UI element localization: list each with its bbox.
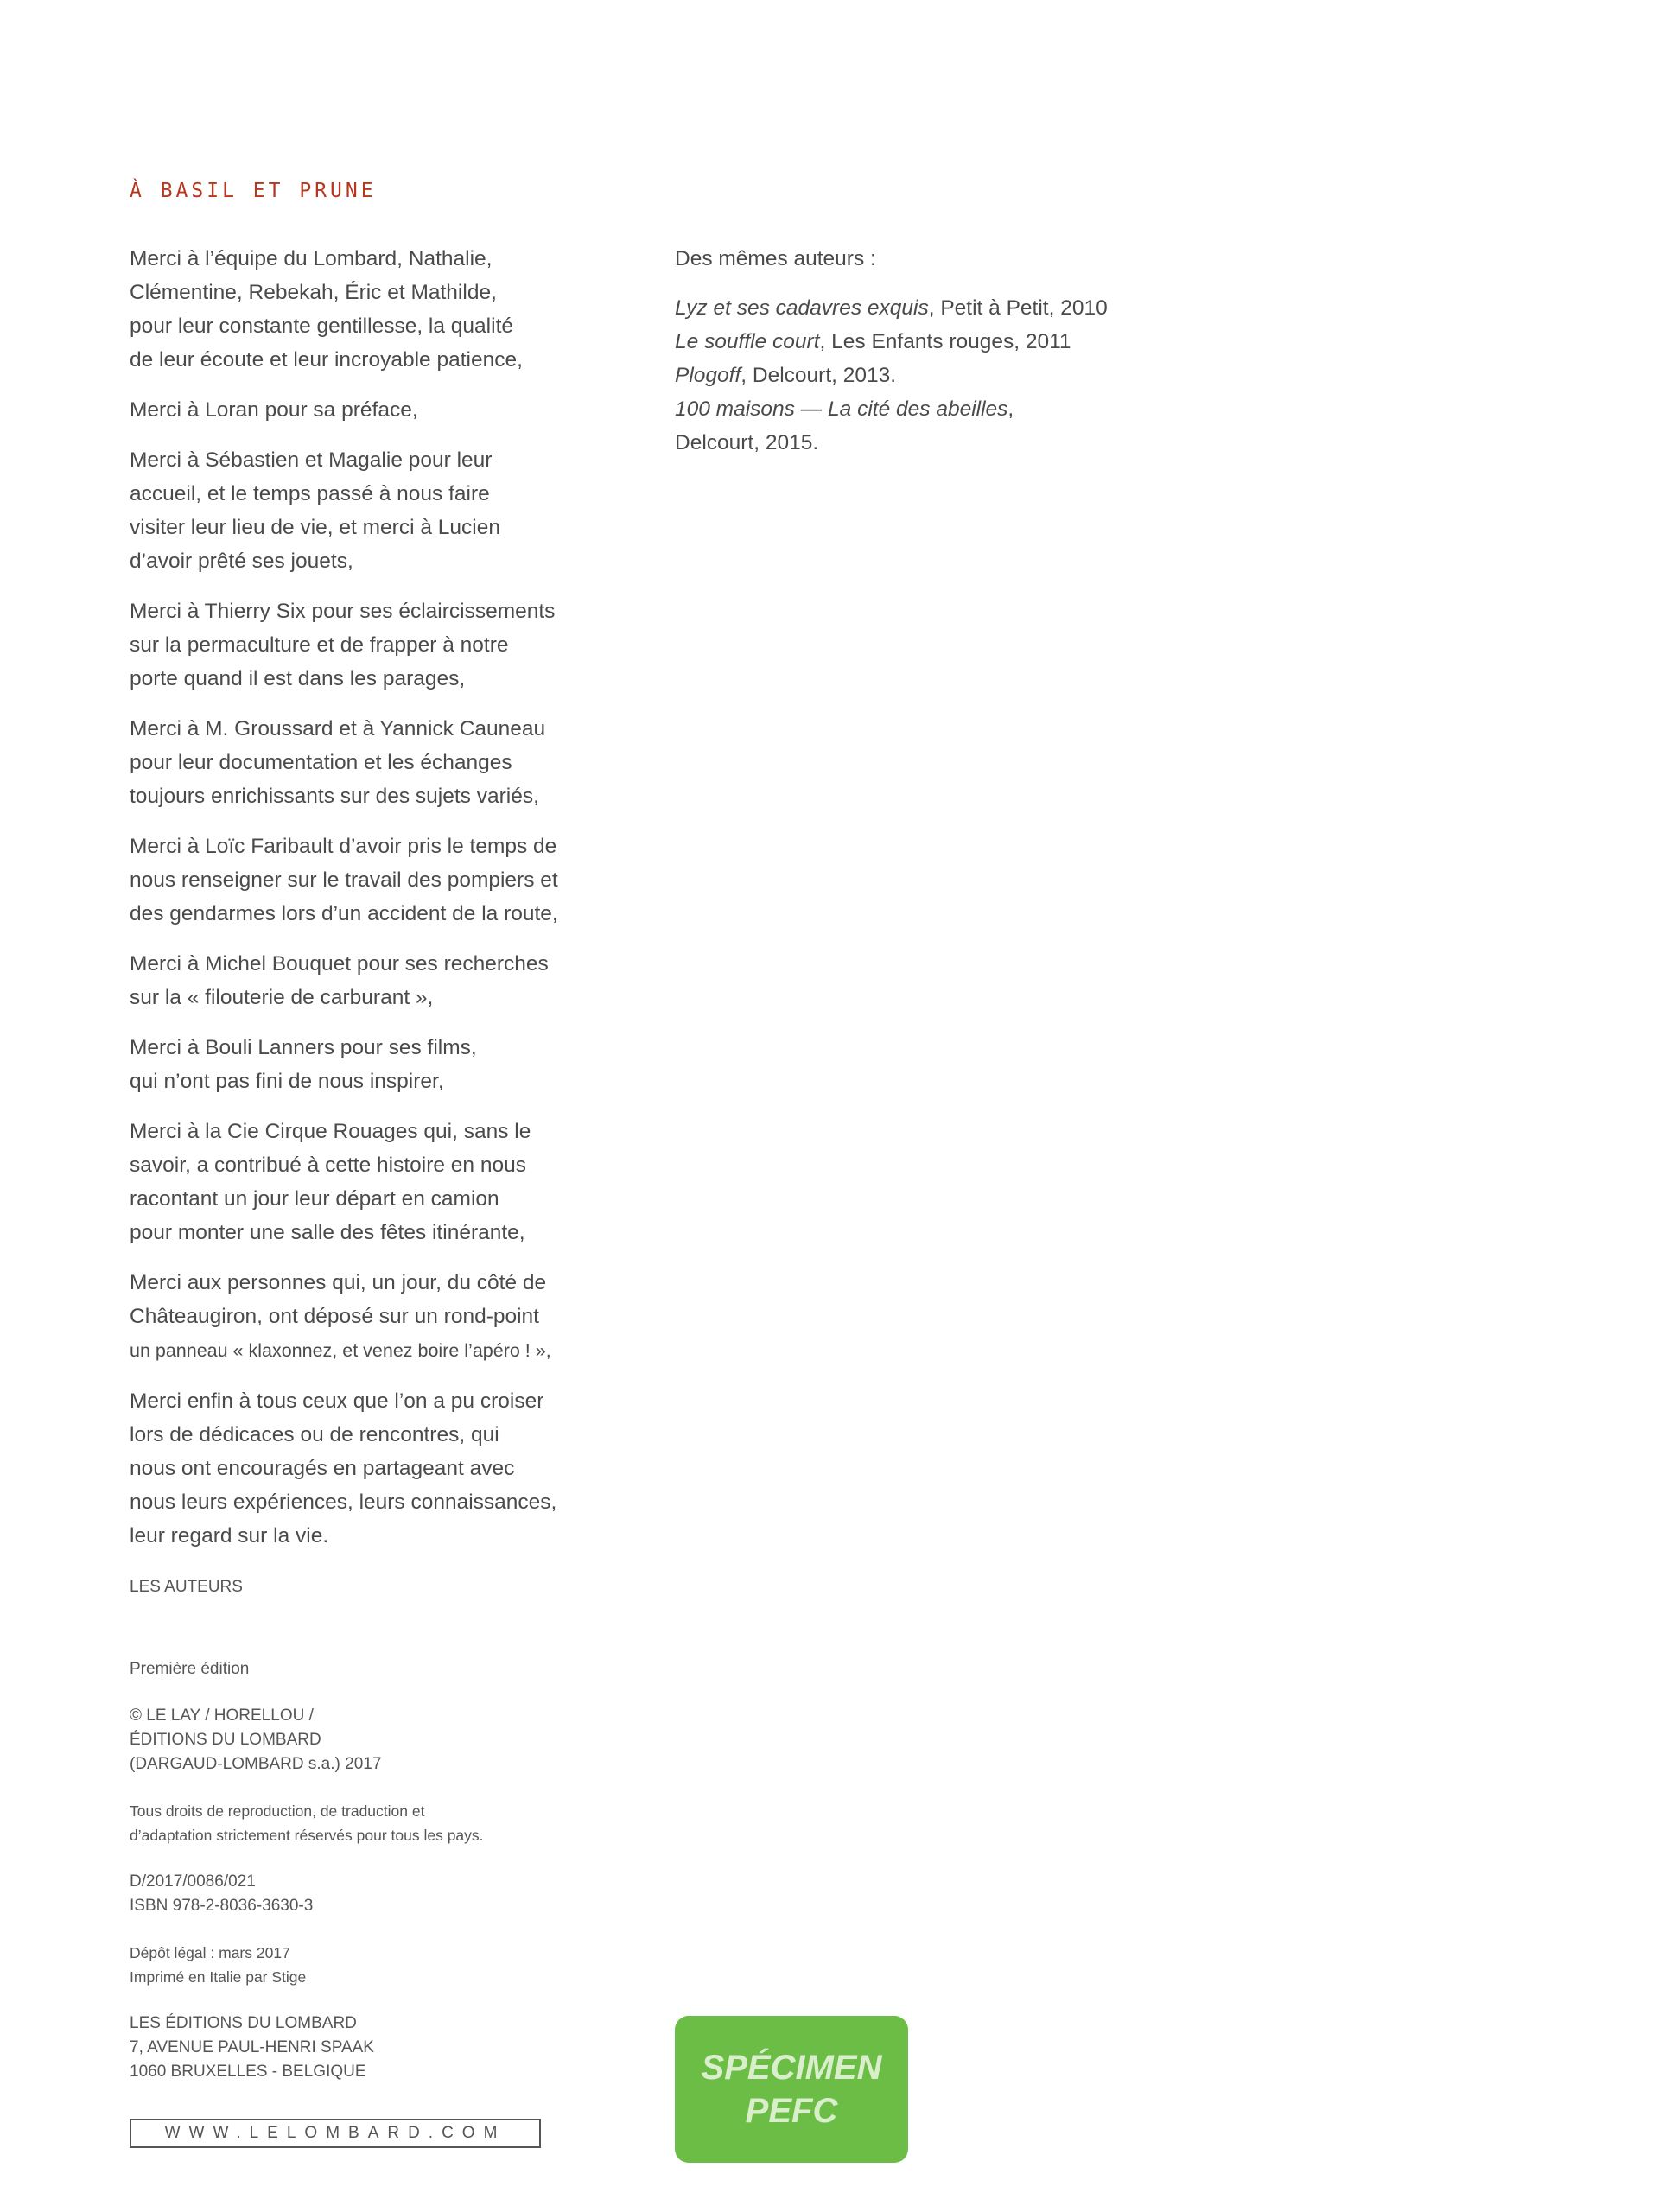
acknowledgements bbox=[130, 242, 596, 1569]
copyright-block: © LE LAY / HORELLOU / ÉDITIONS DU LOMBARD (DARGAUD-LOMBARD s.a.) 2017 bbox=[130, 1707, 382, 1773]
book-entry: Lyz et ses cadavres exquis, Petit à Petit, 2010 bbox=[675, 296, 1108, 320]
pefc-badge-line: PEFC bbox=[745, 2092, 838, 2130]
thanks-paragraph: Merci à Bouli Lanners pour ses films, qui n’ont pas fini de nous inspirer, bbox=[130, 1036, 477, 1093]
isbn-block: D/2017/0086/021 ISBN 978-2-8036-3630-3 bbox=[130, 1872, 314, 1915]
legal-notice bbox=[130, 1657, 613, 2107]
publisher-address: LES ÉDITIONS DU LOMBARD 7, AVENUE PAUL-HENRI SPAAK 1060 BRUXELLES - BELGIQUE bbox=[130, 2014, 374, 2081]
pefc-badge-line: SPÉCIMEN bbox=[701, 2049, 882, 2087]
same-authors-heading: Des mêmes auteurs : bbox=[675, 247, 876, 270]
thanks-paragraph: Merci enfin à tous ceux que l’on a pu croiser lors de dédicaces ou de rencontres, qui nous ont encouragés en partageant avec nous leurs expériences, leurs connaissances, leur regard sur la vie. bbox=[130, 1389, 557, 1548]
pefc-specimen-badge bbox=[675, 2016, 908, 2163]
thanks-paragraph: Merci à Loran pour sa préface, bbox=[130, 398, 418, 422]
deposit-block: Dépôt légal : mars 2017 Imprimé en Italie par Stige bbox=[130, 1944, 307, 1986]
thanks-paragraph: Merci aux personnes qui, un jour, du côté de Châteaugiron, ont déposé sur un rond-point un panneau « klaxonnez, et venez boire l’apéro ! », bbox=[130, 1271, 551, 1361]
website-url: WWW.LELOMBARD.COM bbox=[130, 2119, 541, 2148]
thanks-paragraph: Merci à la Cie Cirque Rouages qui, sans le savoir, a contribué à cette histoire en nous racontant un jour leur départ en camion pour monter une salle des fêtes itinérante, bbox=[130, 1120, 531, 1244]
thanks-paragraph: Merci à Sébastien et Magalie pour leur accueil, et le temps passé à nous faire visiter leur lieu de vie, et merci à Lucien d’avoir prêté ses jouets, bbox=[130, 448, 500, 573]
book-entry: Le souffle court, Les Enfants rouges, 2011 bbox=[675, 330, 1071, 353]
signature: LES AUTEURS bbox=[130, 1578, 243, 1596]
same-authors-list bbox=[675, 242, 1280, 460]
edition-line: Première édition bbox=[130, 1660, 250, 1678]
thanks-paragraph: Merci à M. Groussard et à Yannick Cauneau pour leur documentation et les échanges toujours enrichissants sur des sujets variés, bbox=[130, 717, 546, 808]
book-entry-continued: Delcourt, 2015. bbox=[675, 431, 819, 454]
thanks-paragraph: Merci à l’équipe du Lombard, Nathalie, Clémentine, Rebekah, Éric et Mathilde, pour leur constante gentillesse, la qualité de leur écoute et leur incroyable patience, bbox=[130, 247, 523, 372]
rights-block: Tous droits de reproduction, de traduction et d’adaptation strictement réservés pour tous les pays. bbox=[130, 1802, 484, 1844]
thanks-paragraph: Merci à Loïc Faribault d’avoir pris le temps de nous renseigner sur le travail des pompiers et des gendarmes lors d’un accident de la route, bbox=[130, 835, 558, 925]
book-entry: 100 maisons — La cité des abeilles, bbox=[675, 397, 1014, 421]
thanks-paragraph: Merci à Thierry Six pour ses éclaircissements sur la permaculture et de frapper à notre porte quand il est dans les parages, bbox=[130, 600, 556, 690]
book-entry: Plogoff, Delcourt, 2013. bbox=[675, 364, 897, 387]
dedication: À BASIL ET PRUNE bbox=[130, 180, 377, 202]
thanks-paragraph: Merci à Michel Bouquet pour ses recherches sur la « filouterie de carburant », bbox=[130, 952, 549, 1009]
